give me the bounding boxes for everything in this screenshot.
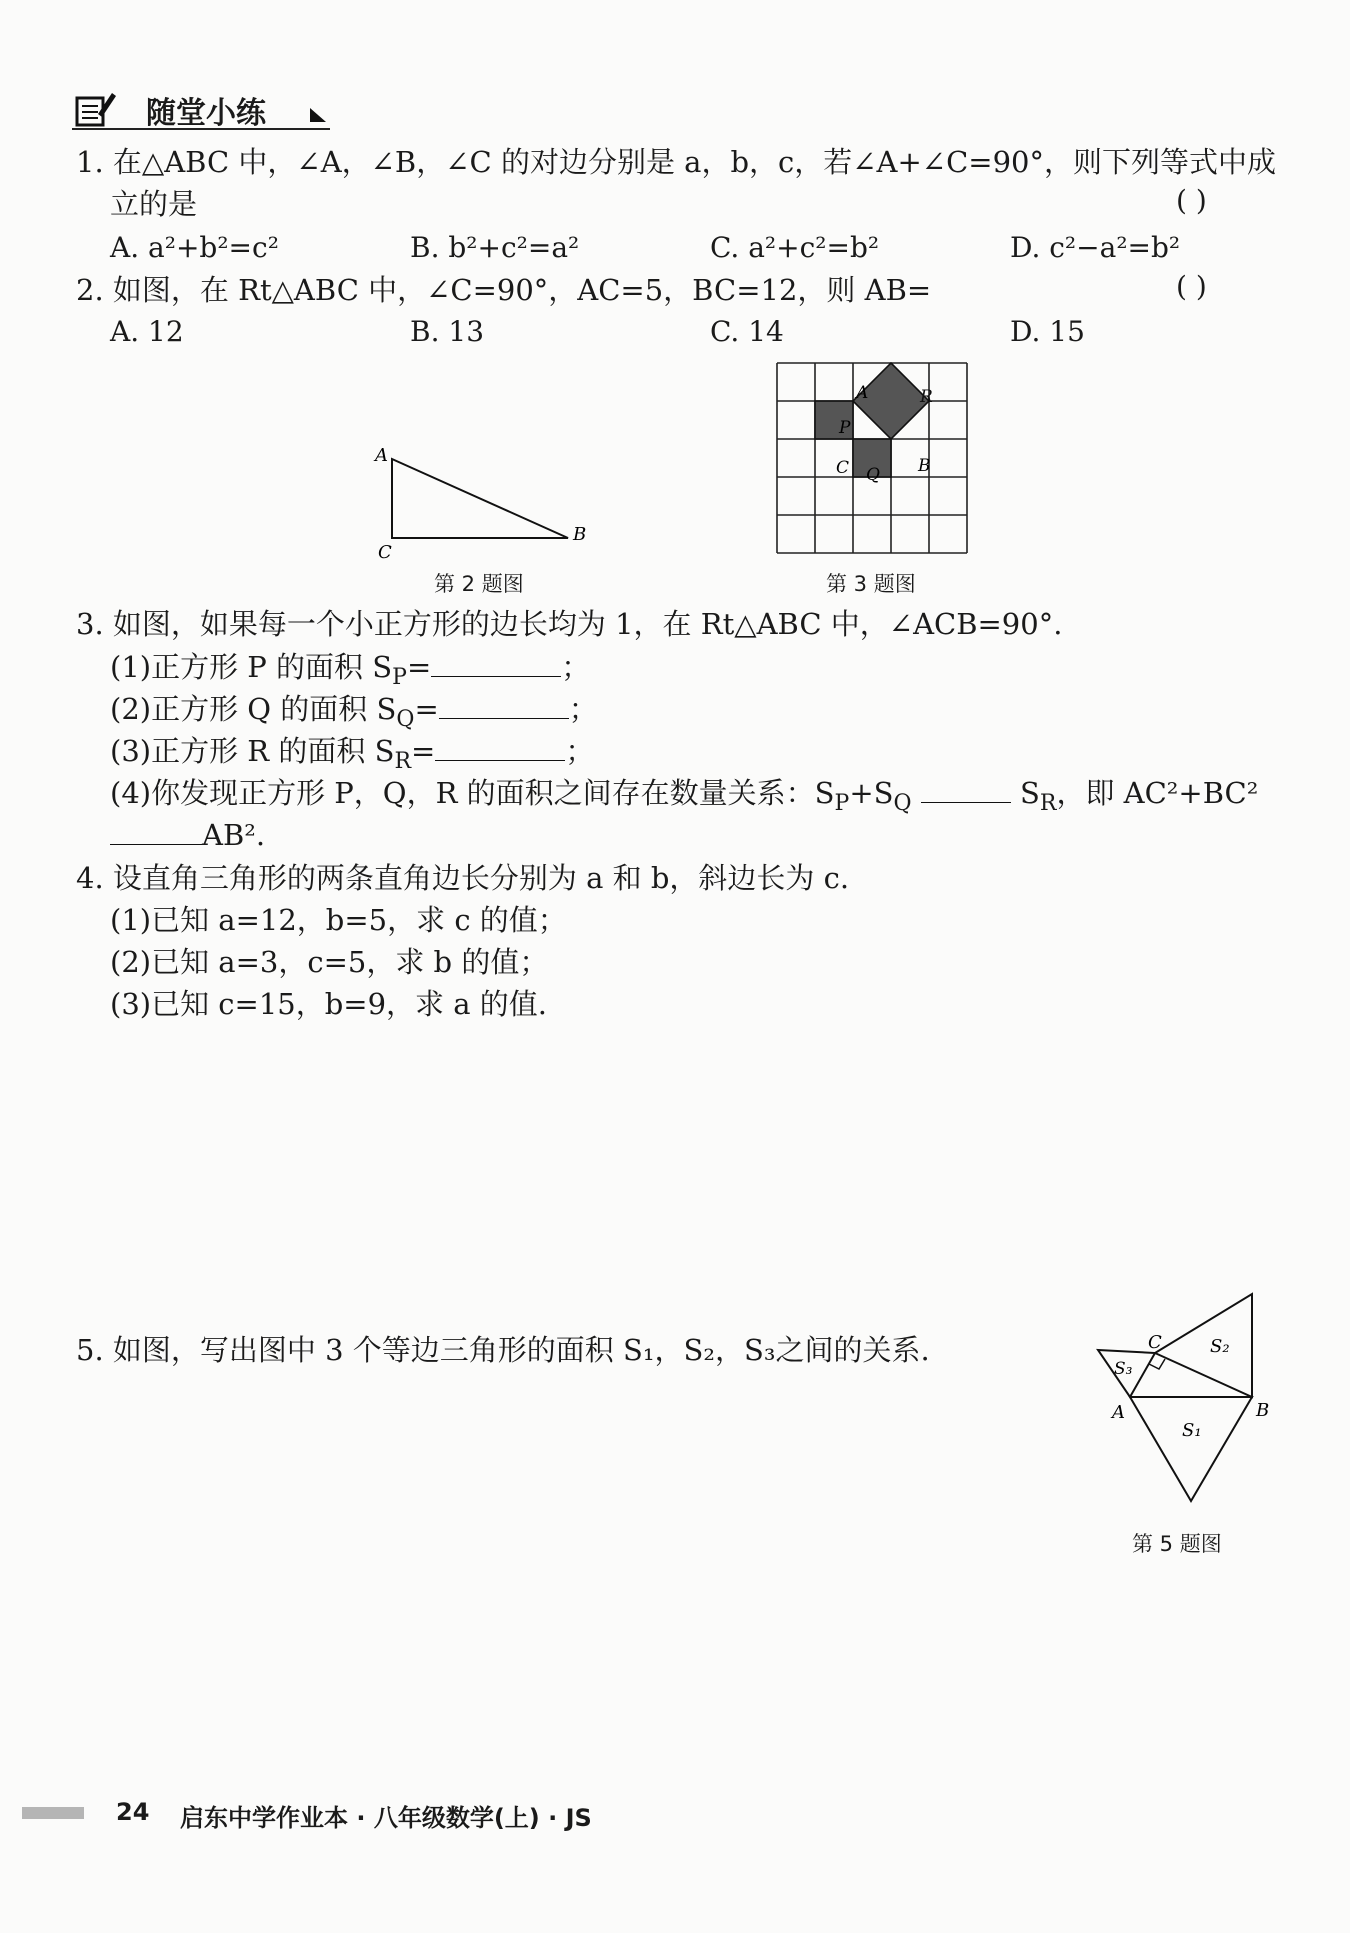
q3-sub1: (1)正方形 P 的面积 $S_P=$ ；: [110, 646, 590, 698]
q3-sub4: (4)你发现正方形 P，Q，R 的面积之间存在数量关系：$S_P+S_Q$ $S_R$，即 AC²+BC²: [110, 772, 1258, 824]
q1-stem-line2: 立的是: [110, 187, 198, 221]
book-title: 启东中学作业本 · 八年级数学(上) · JS: [180, 1804, 592, 1832]
q4-sub1: (1)已知 a=12，b=5，求 c 的值；: [110, 903, 567, 937]
fig5-caption: 第 5 题图: [1132, 1532, 1222, 1556]
q3-sub4-line2: AB².: [110, 814, 265, 855]
q1-option-a: A. a²+b²=c²: [110, 231, 279, 264]
q3-sub3-blank[interactable]: [435, 730, 565, 761]
q1-option-b: B. b²+c²=a²: [410, 231, 580, 264]
fig2-label-a: A: [375, 445, 388, 466]
fig5-triangle-s1: [1130, 1397, 1252, 1501]
header-arrow-icon: [308, 106, 328, 124]
q2-answer-bracket: ( ): [1176, 270, 1207, 303]
section-title: 随堂小练: [146, 96, 266, 131]
fig2-label-c: C: [378, 542, 392, 563]
section-header: [72, 88, 330, 130]
page-number: 24: [116, 1798, 150, 1826]
figure-5-triangles: [1090, 1290, 1290, 1520]
q1-option-c: C. a²+c²=b²: [710, 231, 880, 264]
fig2-caption: 第 2 题图: [434, 572, 524, 596]
fig3-label-b: B: [918, 456, 931, 476]
q1-option-d: D. c²−a²=b²: [1010, 231, 1181, 264]
q3-sub2-blank[interactable]: [439, 688, 569, 719]
notebook-pencil-icon: [74, 90, 118, 128]
q1-answer-bracket: ( ): [1176, 184, 1207, 217]
fig5-label-b: B: [1256, 1400, 1270, 1421]
fig5-label-s2: S₂: [1210, 1336, 1230, 1357]
q4-sub2: (2)已知 a=3，c=5，求 b 的值；: [110, 945, 549, 979]
fig3-label-c: C: [836, 458, 850, 478]
fig5-label-s3: S₃: [1114, 1359, 1133, 1379]
q2-option-b: B. 13: [410, 315, 485, 348]
q2-stem: 2. 如图，在 Rt△ABC 中，∠C=90°，AC=5，BC=12，则 AB=: [76, 273, 932, 307]
fig3-label-r: R: [920, 387, 933, 407]
q5-stem: 5. 如图，写出图中 3 个等边三角形的面积 S₁，S₂，S₃之间的关系.: [76, 1333, 930, 1367]
fig3-label-p: P: [839, 418, 851, 438]
q4-stem: 4. 设直角三角形的两条直角边长分别为 a 和 b，斜边长为 c.: [76, 861, 850, 895]
fig5-triangle-s2: [1155, 1294, 1252, 1397]
q3-sub3: (3)正方形 R 的面积 $S_R=$ ；: [110, 730, 594, 782]
fig2-label-b: B: [573, 524, 587, 545]
q2-option-d: D. 15: [1010, 315, 1085, 348]
q3-stem: 3. 如图，如果每一个小正方形的边长均为 1，在 Rt△ABC 中，∠ACB=90°.: [76, 607, 1063, 641]
q3-sub1-blank[interactable]: [431, 646, 561, 677]
footer-bar: [22, 1807, 84, 1819]
fig5-label-s1: S₁: [1182, 1420, 1202, 1441]
fig3-label-q: Q: [866, 465, 880, 485]
q3-sub4-blank1[interactable]: [921, 772, 1011, 803]
fig5-label-c: C: [1148, 1332, 1162, 1353]
q2-option-a: A. 12: [110, 315, 184, 348]
figure-3-grid: [776, 362, 968, 554]
fig3-label-a: A: [856, 383, 869, 403]
q4-sub3: (3)已知 c=15，b=9，求 a 的值.: [110, 987, 547, 1021]
fig3-caption: 第 3 题图: [826, 572, 916, 596]
q3-sub4-blank2[interactable]: [110, 814, 202, 845]
q1-stem-line1: 1. 在△ABC 中，∠A，∠B，∠C 的对边分别是 a，b，c，若∠A+∠C=90°，则下列等式中成: [76, 145, 1276, 179]
q2-option-c: C. 14: [710, 315, 784, 348]
figure-2-triangle: [370, 440, 600, 565]
fig5-label-a: A: [1112, 1402, 1125, 1423]
q3-sub2: (2)正方形 Q 的面积 $S_Q=$ ；: [110, 688, 598, 740]
